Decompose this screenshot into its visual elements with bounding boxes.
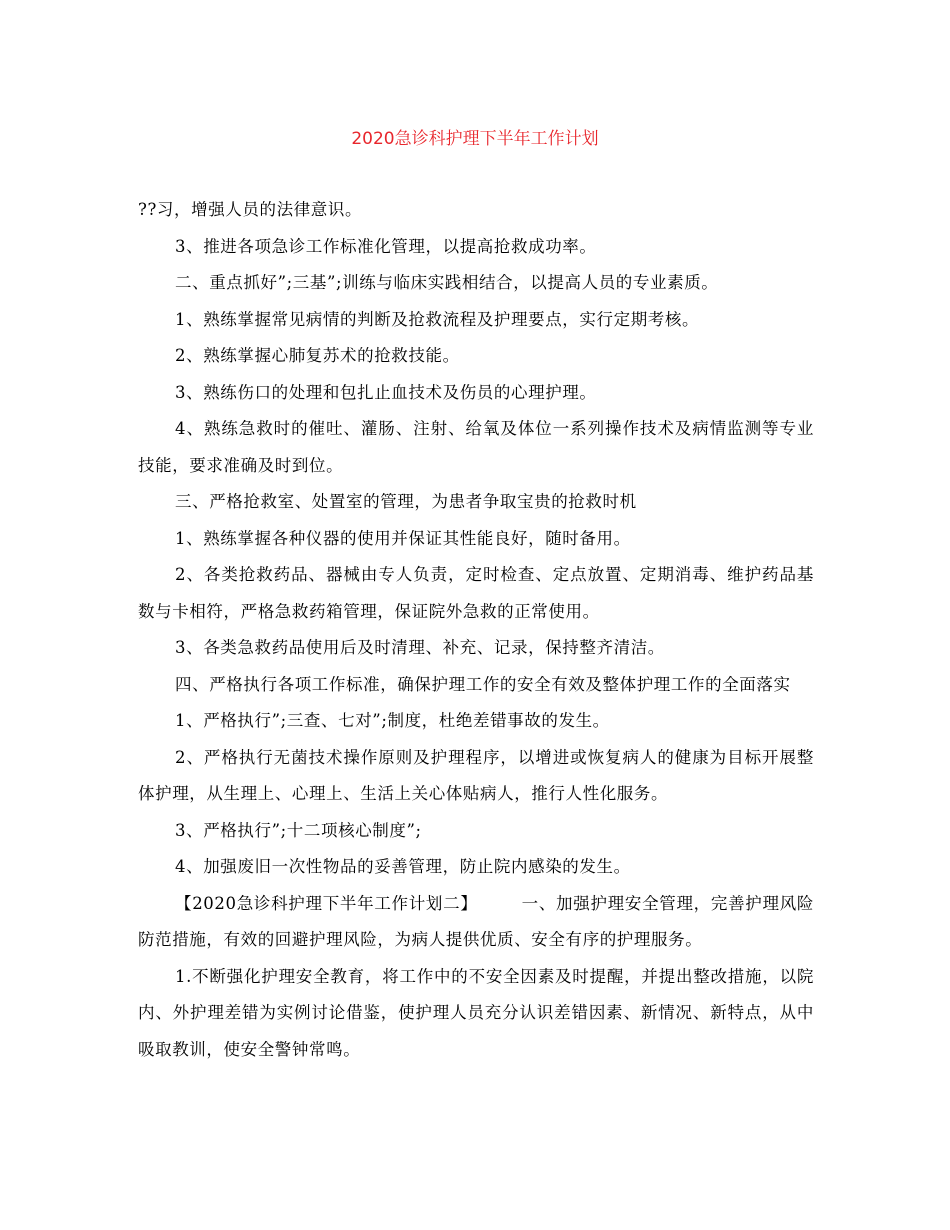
paragraph: 二、重点抓好”;三基”;训练与临床实践相结合，以提高人员的专业素质。 <box>175 273 719 292</box>
document-body <box>138 192 814 1068</box>
paragraph: 3、熟练伤口的处理和包扎止血技术及伤员的心理护理。 <box>175 382 597 402</box>
paragraph: 1、严格执行”;三查、七对”;制度，杜绝差错事故的发生。 <box>175 711 610 730</box>
section-heading: 三、严格抢救室、处置室的管理，为患者争取宝贵的抢救时机 <box>175 492 637 511</box>
paragraph: 2、各类抢救药品、器械由专人负责，定时检查、定点放置、定期消毒、维护药品基数与卡相符，严格急救药箱管理，保证院外急救的正常使用。 <box>138 565 814 621</box>
document-title: 2020急诊科护理下半年工作计划 <box>351 129 599 149</box>
paragraph: 2、熟练掌握心肺复苏术的抢救技能。 <box>175 346 460 365</box>
paragraph: 3、各类急救药品使用后及时清理、补充、记录，保持整齐清洁。 <box>175 638 665 657</box>
section-two-paragraph <box>138 886 814 959</box>
paragraph: 3、推进各项急诊工作标准化管理，以提高抢救成功率。 <box>175 236 597 256</box>
paragraph: 2、严格执行无菌技术操作原则及护理程序，以增进或恢复病人的健康为目标开展整体护理，从生理上、心理上、生活上关心体贴病人，推行人性化服务。 <box>138 747 814 803</box>
section-two-heading: 【2020急诊科护理下半年工作计划二】 <box>175 893 478 913</box>
paragraph: ??习，增强人员的法律意识。 <box>138 200 363 219</box>
paragraph: 4、熟练急救时的催吐、灌肠、注射、给氧及体位一系列操作技术及病情监测等专业技能，要求准确及时到位。 <box>138 419 814 475</box>
paragraph: 4、加强废旧一次性物品的妥善管理，防止院内感染的发生。 <box>175 857 631 876</box>
section-two-text: 一、加强护理安全管理，完善护理风险防范措施，有效的回避护理风险，为病人提供优质、安全有序的护理服务。 <box>138 893 814 949</box>
paragraph: 1、熟练掌握各种仪器的使用并保证其性能良好，随时备用。 <box>175 528 631 548</box>
section-heading: 四、严格执行各项工作标准，确保护理工作的安全有效及整体护理工作的全面落实 <box>175 674 791 694</box>
paragraph: 3、严格执行”;十二项核心制度”; <box>175 820 422 840</box>
paragraph: 1、熟练掌握常见病情的判断及抢救流程及护理要点，实行定期考核。 <box>175 309 700 329</box>
paragraph: 1.不断强化护理安全教育，将工作中的不安全因素及时提醒，并提出整改措施，以院内、外护理差错为实例讨论借鉴，使护理人员充分认识差错因素、新情况、新特点，从中吸取教训，使安全警钟常鸣。 <box>138 966 814 1059</box>
